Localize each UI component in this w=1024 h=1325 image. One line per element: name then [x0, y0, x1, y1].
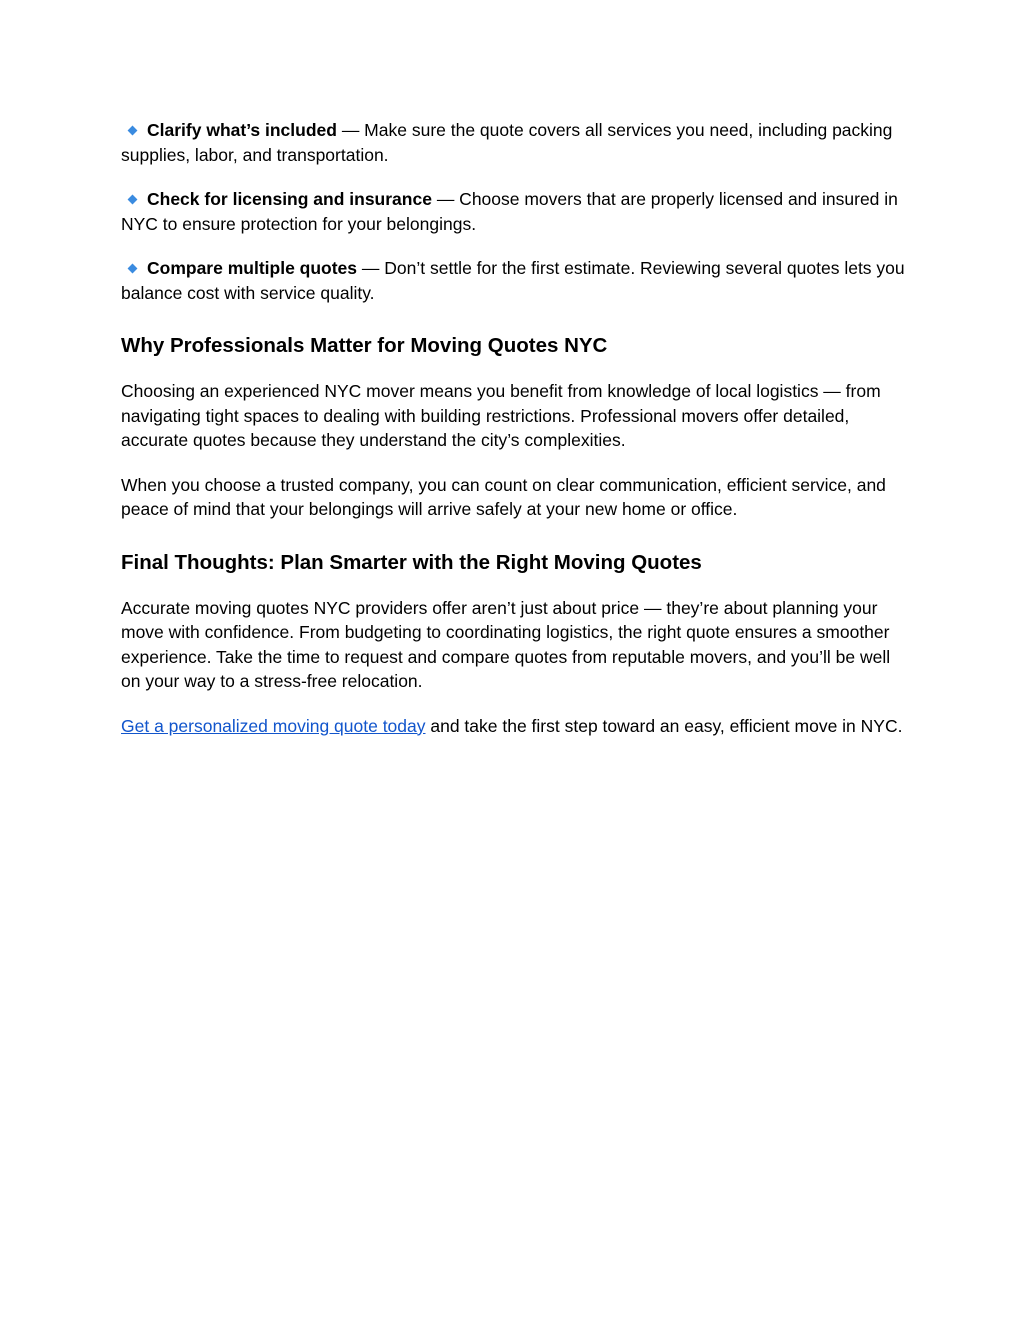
bullet-title: Compare multiple quotes — [147, 258, 358, 278]
document-page — [121, 118, 907, 758]
bullet-title: Clarify what’s included — [147, 120, 337, 140]
bullet-text: — Choose movers that are properly licensed and insured in NYC to ensure protection for your belongings. — [121, 189, 898, 234]
bullet-text: — Don’t settle for the first estimate. Reviewing several quotes lets you balance cost with service quality. — [121, 258, 905, 303]
bullet-item-compare — [121, 256, 907, 305]
bullet-item-licensing — [121, 187, 907, 236]
cta-text: and take the first step toward an easy, efficient move in NYC. — [425, 715, 903, 736]
body-paragraph: Choosing an experienced NYC mover means you benefit from knowledge of local logistics — from navigating tight spaces to dealing with building restrictions. Professional movers offer detailed, accurate quotes because they understand the city’s complexities. — [121, 381, 881, 450]
bullet-text: — Make sure the quote covers all services you need, including packing supplies, labor, and transportation. — [121, 120, 893, 165]
bullet-title: Check for licensing and insurance — [147, 189, 432, 209]
section-heading-final-thoughts: Final Thoughts: Plan Smarter with the Right Moving Quotes — [121, 550, 702, 574]
bullet-item-included — [121, 118, 907, 167]
small-blue-diamond-icon — [128, 125, 138, 135]
body-paragraph: When you choose a trusted company, you can count on clear communication, efficient service, and peace of mind that your belongings will arrive safely at your new home or office. — [121, 474, 886, 519]
small-blue-diamond-icon — [128, 263, 138, 273]
personalized-quote-link[interactable]: Get a personalized moving quote today — [121, 715, 426, 736]
body-paragraph: Accurate moving quotes NYC providers offer aren’t just about price — they’re about planning your move with confidence. From budgeting to coordinating logistics, the right quote ensures a smoother experience. Take the time to request and compare quotes from reputable movers, and you’ll be well on your way to a stress-free relocation. — [121, 597, 891, 691]
cta-paragraph — [121, 714, 907, 739]
section-heading-professionals: Why Professionals Matter for Moving Quotes NYC — [121, 334, 608, 357]
small-blue-diamond-icon — [128, 194, 138, 204]
